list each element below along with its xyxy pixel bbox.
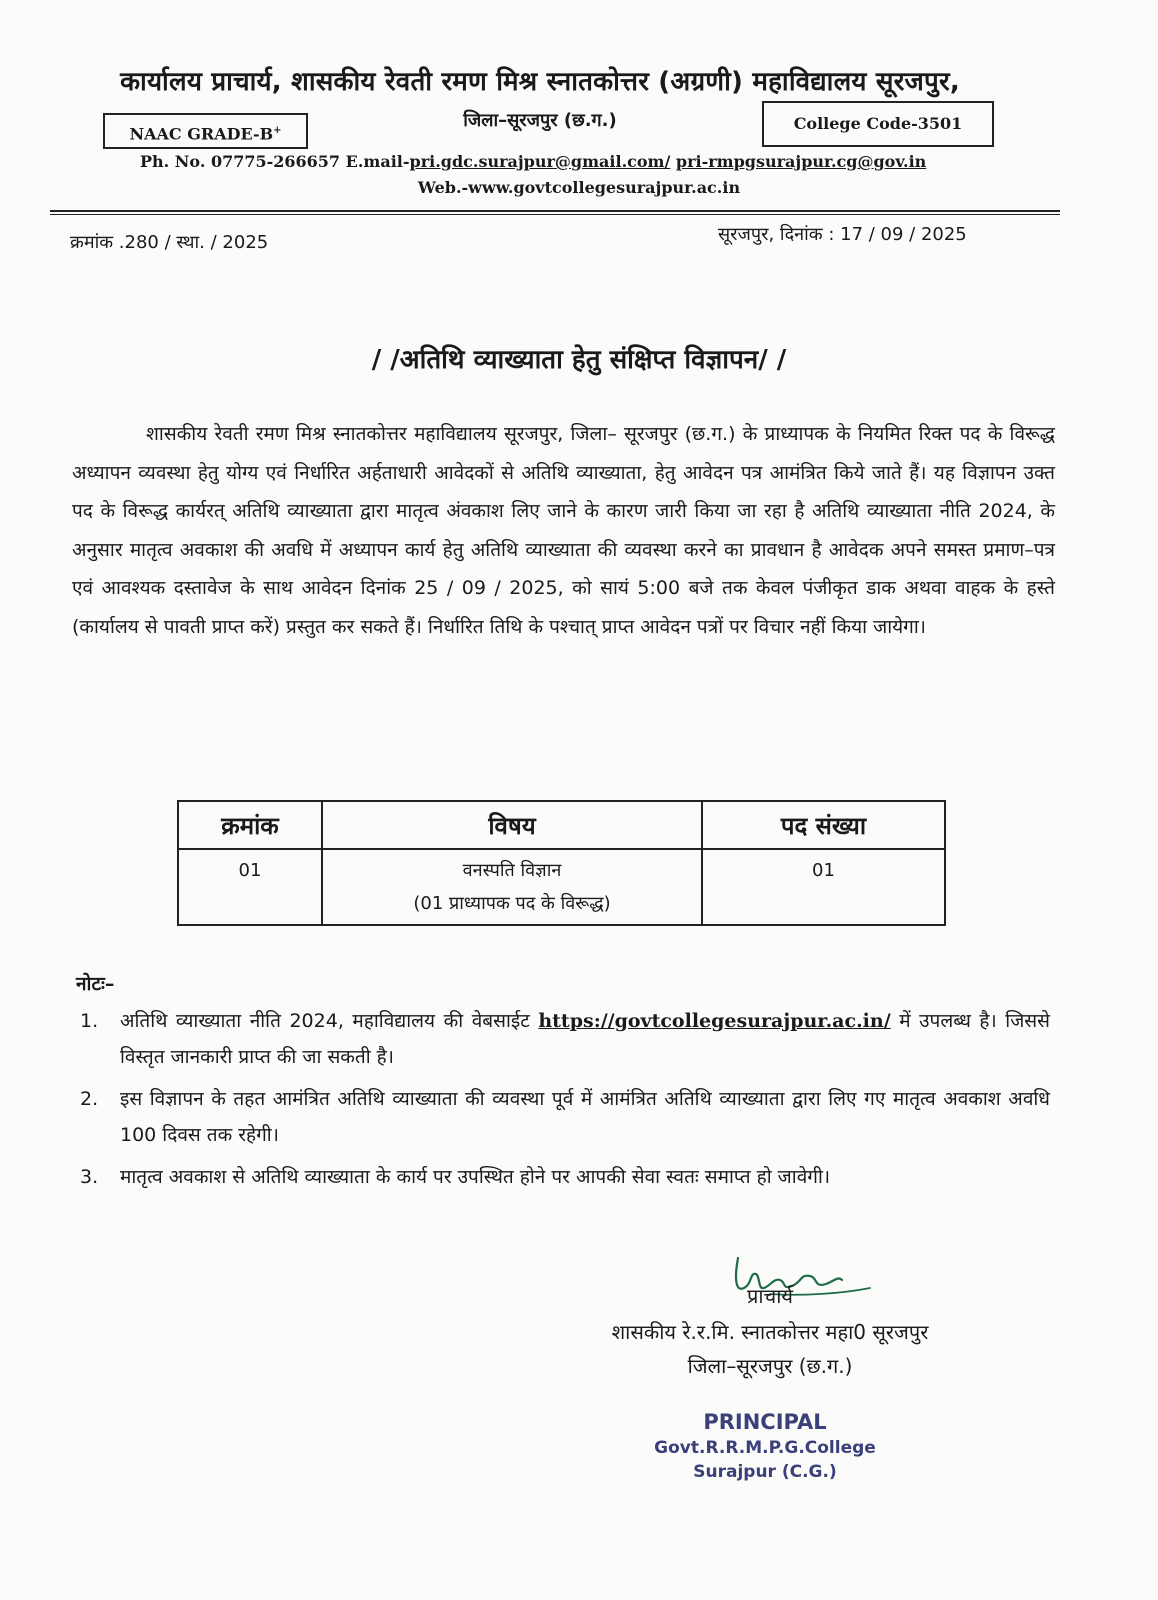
signature-college: शासकीय रे.र.मि. स्नातकोत्तर महा0 सूरजपुर bbox=[611, 1320, 929, 1344]
signature-designation: प्राचार्य bbox=[746, 1284, 794, 1308]
note-text: मातृत्व अवकाश से अतिथि व्याख्याता के कार्य पर उपस्थित होने पर आपकी सेवा स्वतः समाप्त हो जावेगी। bbox=[120, 1166, 831, 1188]
naac-grade-sup: + bbox=[273, 125, 282, 136]
header-divider-thin bbox=[50, 214, 1060, 215]
contact-line bbox=[140, 152, 926, 171]
subject-note: (01 प्राध्यापक पद के विरूद्ध) bbox=[413, 893, 611, 914]
email-primary-link[interactable]: pri.gdc.surajpur@gmail.com/ bbox=[409, 152, 671, 171]
college-code-box: College Code-3501 bbox=[762, 101, 994, 147]
header-serial: क्रमांक bbox=[178, 801, 322, 849]
naac-grade-box bbox=[103, 113, 308, 149]
note-text-after: में उपलब्ध है। जिससे विस्तृत जानकारी प्राप्त की जा सकती है। bbox=[120, 1010, 1050, 1068]
reference-number: क्रमांक .280 / स्था. / 2025 bbox=[70, 232, 269, 253]
cell-subject bbox=[322, 849, 702, 925]
note-number: 3. bbox=[80, 1166, 99, 1188]
notes-list bbox=[80, 1003, 1050, 1201]
header-count: पद संख्या bbox=[702, 801, 945, 849]
cell-count: 01 bbox=[702, 849, 945, 925]
district-line: जिला–सूरजपुर (छ.ग.) bbox=[463, 110, 617, 131]
list-item bbox=[80, 1159, 1050, 1195]
notice-body-paragraph: शासकीय रेवती रमण मिश्र स्नातकोत्तर महाविद्यालय सूरजपुर, जिला– सूरजपुर (छ.ग.) के प्राध्यापक के नियमित रिक्त पद के विरूद्ध अध्यापन व्यवस्था हेतु योग्य एवं निर्धारित अर्हताधारी आवेदकों से अतिथि व्याख्याता, हेतु आवेदन पत्र आमंत्रित किये जाते हैं। यह विज्ञापन उक्त पद के विरूद्ध कार्यरत् अतिथि व्याख्याता द्वारा मातृत्व अंवकाश लिए जाने के कारण जारी किया जा रहा है अतिथि व्याख्याता नीति 2024, के अनुसार मातृत्व अवकाश की अवधि में अध्यापन कार्य हेतु अतिथि व्याख्याता की व्यवस्था करने का प्रावधान है आवेदक अपने समस्त प्रमाण–पत्र एवं आवश्यक दस्तावेज के साथ आवेदन दिनांक 25 / 09 / 2025, को सायं 5:00 बजे तक केवल पंजीकृत डाक अथवा वाहक के हस्ते (कार्यालय से पावती प्राप्त करें) प्रस्तुत कर सकते हैं। निर्धारित तिथि के पश्चात् प्राप्त आवेदन पत्रों पर विचार नहीं किया जायेगा। bbox=[72, 423, 1055, 638]
office-title: कार्यालय प्राचार्य, शासकीय रेवती रमण मिश्र स्नातकोत्तर (अग्रणी) महाविद्यालय सूरजपुर, bbox=[120, 67, 960, 97]
subject-name: वनस्पति विज्ञान bbox=[462, 860, 562, 881]
stamp-line-1: PRINCIPAL bbox=[703, 1410, 827, 1434]
header-subject: विषय bbox=[322, 801, 702, 849]
stamp-line-2: Govt.R.R.M.P.G.College bbox=[654, 1438, 876, 1458]
table-row bbox=[178, 849, 945, 925]
table-header-row bbox=[178, 801, 945, 849]
list-item bbox=[80, 1081, 1050, 1153]
notice-heading: / /अतिथि व्याख्याता हेतु संक्षिप्त विज्ञापन/ / bbox=[371, 345, 787, 375]
note-number: 2. bbox=[80, 1088, 99, 1110]
cell-serial: 01 bbox=[178, 849, 322, 925]
place-date: सूरजपुर, दिनांक : 17 / 09 / 2025 bbox=[718, 224, 967, 245]
stamp-line-3: Surajpur (C.G.) bbox=[693, 1462, 837, 1482]
phone-text: Ph. No. 07775-266657 E.mail- bbox=[140, 152, 410, 171]
note-text-before: अतिथि व्याख्याता नीति 2024, महाविद्यालय की वेबसाईट bbox=[120, 1010, 539, 1032]
email-secondary-link[interactable]: pri-rmpgsurajpur.cg@gov.in bbox=[675, 152, 927, 171]
header-divider bbox=[50, 210, 1060, 212]
list-item bbox=[80, 1003, 1050, 1075]
note-text: इस विज्ञापन के तहत आमंत्रित अतिथि व्याख्याता की व्यवस्था पूर्व में आमंत्रित अतिथि व्याख्याता द्वारा लिए गए मातृत्व अवकाश अवधि 100 दिवस तक रहेगी। bbox=[120, 1088, 1050, 1146]
signature-district: जिला–सूरजपुर (छ.ग.) bbox=[687, 1354, 853, 1378]
notes-title: नोटः– bbox=[76, 973, 115, 995]
note-number: 1. bbox=[80, 1010, 99, 1032]
website-link[interactable]: https://govtcollegesurajpur.ac.in/ bbox=[538, 1010, 891, 1032]
website-line[interactable]: Web.-www.govtcollegesurajpur.ac.in bbox=[417, 178, 741, 197]
vacancy-table bbox=[177, 800, 946, 926]
naac-grade-text: NAAC GRADE-B bbox=[129, 124, 274, 144]
